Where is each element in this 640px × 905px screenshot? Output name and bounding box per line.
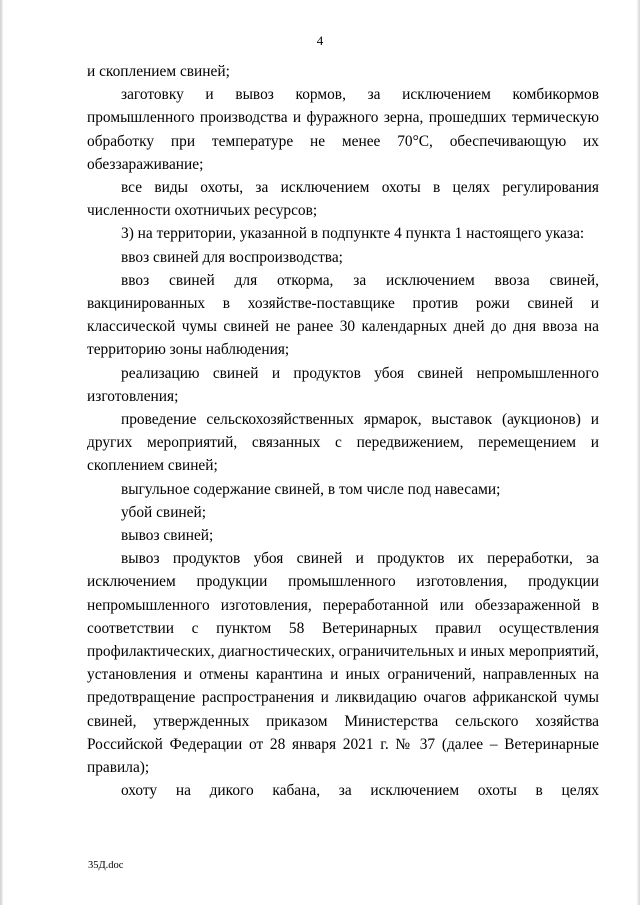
paragraph-fairs: проведение сельскохозяйственных ярмарок, выставок (аукционов) и других мероприятий, связанных с передвижением, перемещением и скоплением свиней;: [87, 411, 599, 475]
paragraph-slaughter: убой свиней;: [121, 503, 207, 521]
paragraph-item-3: 3) на территории, указанной в подпункте 4 пункта 1 настоящего указа:: [121, 225, 585, 243]
paragraph-sale: реализацию свиней и продуктов убоя свиней непромышленного изготовления;: [87, 364, 599, 405]
paragraph-fattening-import: ввоз свиней для откорма, за исключением ввоза свиней, вакцинированных в хозяйстве-поставщике против рожи свиней и классической чумы свиней не ранее 30 календарных дней до дня ввоза на территорию зоны наблюдения;: [87, 271, 599, 359]
paragraph-feed-harvest: заготовку и вывоз кормов, за исключением комбикормов промышленного производства и фуражного зерна, прошедших термическую обработку при температуре не менее 70°С, обеспечивающую их обеззараживание;: [87, 86, 599, 173]
scan-edge-left: [0, 0, 3, 905]
paragraph-hunting: все виды охоты, за исключением охоты в целях регулирования численности охотничьих ресурсов;: [87, 179, 599, 220]
paragraph-breeding-import: ввоз свиней для воспроизводства;: [121, 248, 343, 266]
paragraph-boar-hunting: охоту на дикого кабана, за исключением охоты в целях: [121, 782, 599, 800]
paragraph-export-pigs: вывоз свиней;: [121, 527, 214, 545]
paragraph-continuation: и скоплением свиней;: [87, 63, 230, 80]
page-number: 4: [316, 33, 324, 48]
paragraph-free-range: выгульное содержание свиней, в том числе под навесами;: [121, 480, 501, 498]
footer-filename: 35Д.doc: [88, 860, 124, 871]
paragraph-export-products: вывоз продуктов убоя свиней и продуктов их переработки, за исключением продукции промышленного изготовления, продукции непромышленного изготовления, переработанной или обеззараженной в соответствии с пунктом 58 Ветеринарных правил осуществления профилактических, диагностических, ограничительных и иных мероприятий, установления и отмены карантина и иных ограничений, направленных на предотвращение распространения и ликвидацию очагов африканской чумы свиней, утвержденных приказом Министерства сельского хозяйства Российской Федерации от 28 января 2021 г. № 37 (далее – Ветеринарные правила);: [87, 550, 599, 777]
document-body: [87, 60, 599, 803]
